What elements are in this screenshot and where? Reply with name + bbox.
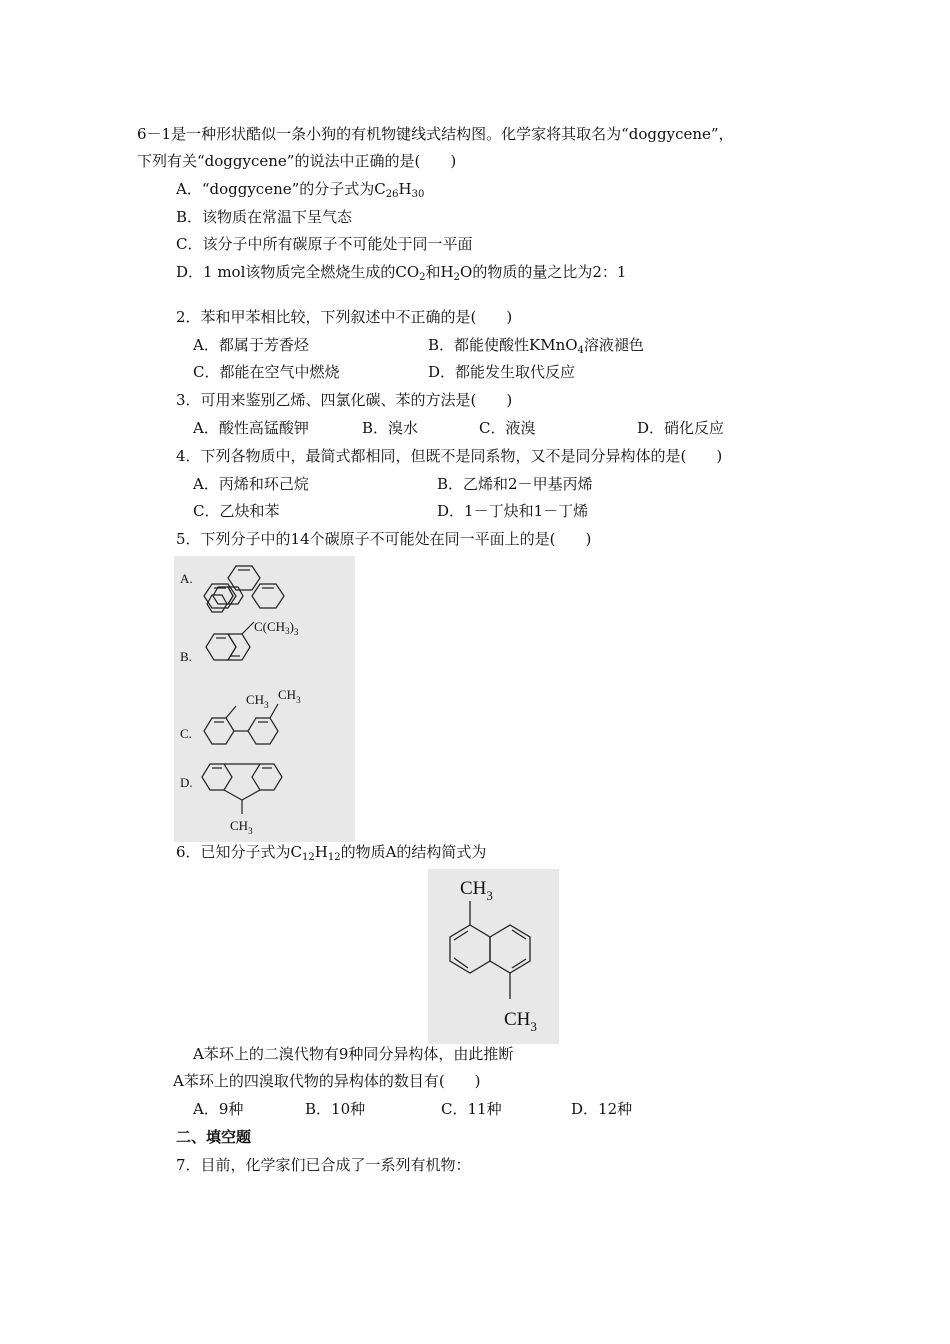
q6-option-d: D．12种 <box>571 1100 633 1118</box>
q2-option-b: B．都能使酸性KMnO$_4$溶液褪色 <box>428 336 644 356</box>
q1-option-a: A．“doggycene”的分子式为$C_{26}H_{30}$ <box>176 180 425 200</box>
q4-option-a: A．丙烯和环己烷 <box>193 475 309 493</box>
q3-option-c: C．液溴 <box>479 419 536 437</box>
q3-option-b: B．溴水 <box>362 419 419 437</box>
q5-d-methyl: $CH_3$ <box>230 818 253 836</box>
q5-c-methyl-left: $CH_3$ <box>246 692 269 710</box>
q5-b-substituent: $C(CH_3)_3$ <box>254 619 299 637</box>
q5-label-d: D. <box>180 775 193 790</box>
q6-methyl-top: $CH_3$ <box>460 878 493 903</box>
q4-stem: 4．下列各物质中，最简式都相同，但既不是同系物，又不是同分异构体的是( ) <box>176 447 723 465</box>
q6-line3: A苯环上的四溴取代物的异构体的数目有( ) <box>173 1072 481 1090</box>
q6-option-a: A．9种 <box>193 1100 244 1118</box>
q3-option-d: D．硝化反应 <box>637 419 725 437</box>
q6-option-c: C．11种 <box>441 1100 502 1118</box>
q5-stem: 5．下列分子中的14个碳原子不可能处在同一平面上的是( ) <box>176 530 592 548</box>
q5-label-c: C. <box>180 726 192 741</box>
q2-stem: 2．苯和甲苯相比较，下列叙述中不正确的是( ) <box>176 308 513 326</box>
methylfluorene-structure <box>202 764 282 814</box>
q1-stem-line1: 6－1是一种形状酷似一条小狗的有机物键线式结构图。化学家将其取名为“doggycene”， <box>137 125 734 143</box>
q4-option-b: B．乙烯和2－甲基丙烯 <box>437 475 593 493</box>
q1-option-b: B．该物质在常温下呈气态 <box>176 208 353 226</box>
q1-option-d: D．1 mol该物质完全燃烧生成的$CO_2$和$H_2O$的物质的量之比为2：1 <box>176 263 627 283</box>
dimethylbiphenyl-structure <box>204 704 278 744</box>
q5-c-methyl-right: $CH_3$ <box>278 687 301 705</box>
q3-stem: 3．可用来鉴别乙烯、四氯化碳、苯的方法是( ) <box>176 391 513 409</box>
naphthalene-tbutyl-structure <box>206 622 254 660</box>
q7-stem: 7．目前，化学家们已合成了一系列有机物： <box>176 1156 471 1174</box>
q6-stem: 6．已知分子式为$C_{12}H_{12}$的物质A的结构简式为 <box>176 843 487 863</box>
phenanthrene-structure <box>202 587 243 613</box>
q2-option-a: A．都属于芳香烃 <box>193 336 309 354</box>
q6-methyl-bottom: $CH_3$ <box>504 1009 537 1034</box>
q4-option-c: C．乙炔和苯 <box>193 502 280 520</box>
q5-label-b: B. <box>180 649 192 664</box>
q6-line2: A苯环上的二溴代物有9种同分异构体，由此推断 <box>193 1045 514 1063</box>
q2-option-d: D．都能发生取代反应 <box>428 363 576 381</box>
q3-option-a: A．酸性高锰酸钾 <box>193 419 309 437</box>
section-heading-fill-in: 二、填空题 <box>176 1128 252 1146</box>
q6-structure-figure <box>428 869 559 1044</box>
q6-option-b: B．10种 <box>305 1100 366 1118</box>
q5-structures-figure <box>174 556 355 842</box>
q1-stem-line2: 下列有关“doggycene”的说法中正确的是( ) <box>137 152 457 170</box>
q5-label-a: A. <box>180 571 193 586</box>
q2-option-c: C．都能在空气中燃烧 <box>193 363 340 381</box>
q1-option-c: C．该分子中所有碳原子不可能处于同一平面 <box>176 235 473 253</box>
dimethylnaphthalene-structure <box>450 901 530 999</box>
q4-option-d: D．1－丁炔和1－丁烯 <box>437 502 589 520</box>
